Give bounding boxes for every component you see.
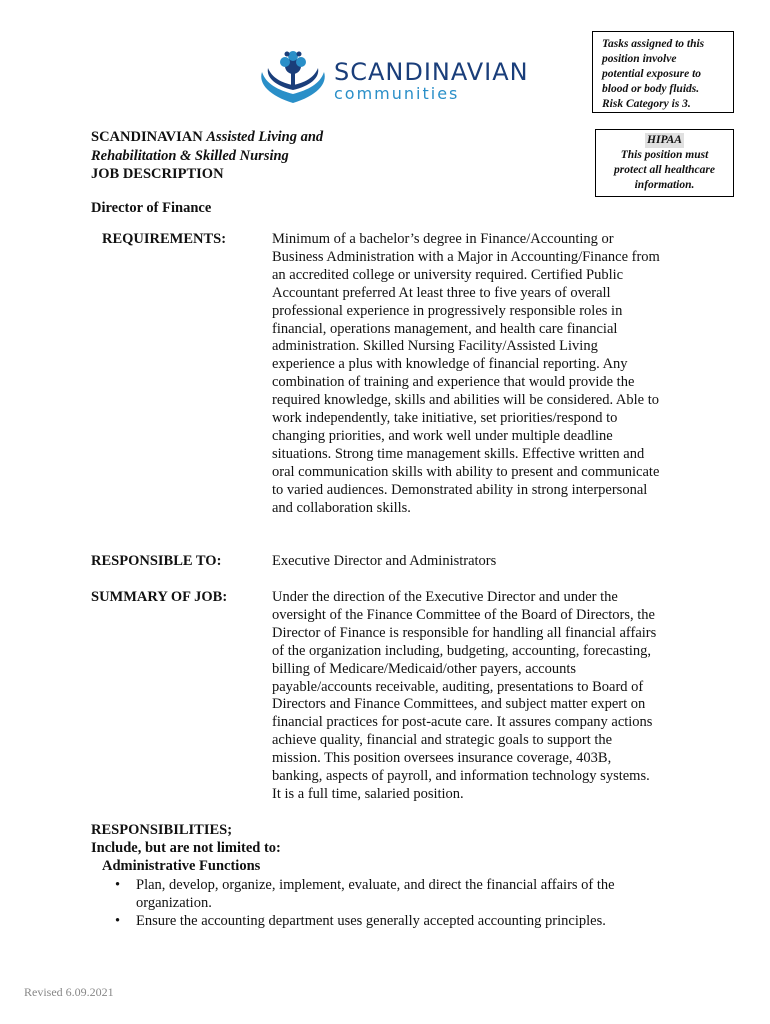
responsible-to-text: Executive Director and Administrators [272, 553, 497, 569]
requirements-line: administration. Skilled Nursing Facility/Assisted Living [272, 338, 598, 355]
summary-label: SUMMARY OF JOB: [91, 589, 228, 605]
list-item-line: Plan, develop, organize, implement, evaluate, and direct the financial affairs of the [136, 877, 615, 893]
responsibilities-title: RESPONSIBILITIES; [91, 822, 233, 838]
risk-line: Risk Category is 3. [602, 98, 691, 110]
requirements-label: REQUIREMENTS: [102, 231, 227, 247]
requirements-line: changing priorities, and work well under multiple deadline [272, 427, 613, 444]
requirements-line: Minimum of a bachelor’s degree in Finance/Accounting or [272, 231, 614, 247]
risk-line: position involve [602, 53, 677, 65]
requirements-line: financial, operations management, and health care financial [272, 320, 618, 337]
document-type: JOB DESCRIPTION [91, 166, 224, 182]
revision-footer: Revised 6.09.2021 [24, 985, 114, 999]
requirements-line: professional experience in progressively responsible roles in [272, 302, 623, 319]
summary-line: of the organization including, budgeting, accounting, forecasting, [272, 642, 652, 659]
list-item [110, 876, 670, 912]
summary-line: financial practices for post-acute care. It assures company actions [272, 714, 653, 731]
summary-line: billing of Medicare/Medicaid/other payers, accounts [272, 660, 576, 677]
section-title: Administrative Functions [102, 858, 261, 874]
requirements-line: and collaboration skills. [272, 499, 411, 516]
requirements-line: oral communication skills with ability to present and communicate [272, 463, 660, 480]
summary-line: Under the direction of the Executive Director and under the [272, 589, 618, 605]
summary-line: achieve quality, financial and strategic goals to support the [272, 732, 613, 749]
requirements-line: situations. Strong time management skills. Effective written and [272, 445, 645, 462]
requirements-line: work independently, take initiative, set priorities/respond to [272, 410, 618, 427]
responsibilities-heading [91, 821, 281, 875]
requirements-line: to varied audiences. Demonstrated ability in strong interpersonal [272, 481, 648, 498]
hipaa-box [595, 129, 734, 197]
summary-line: payable/accounts receivable, auditing, presentations to Board of [272, 678, 644, 695]
responsibilities-subtitle: Include, but are not limited to: [91, 840, 281, 856]
tree-heart-logo-icon [256, 50, 330, 105]
requirements-line: Accountant preferred At least three to five years of overall [272, 284, 611, 301]
summary-line: mission. This position oversees insurance coverage, 403B, [272, 750, 612, 767]
hipaa-line: protect all healthcare [614, 164, 715, 176]
requirements-text [272, 231, 692, 518]
job-title: Director of Finance [91, 200, 212, 216]
summary-line: It is a full time, salaried position. [272, 785, 464, 802]
org-name: SCANDINAVIAN [91, 129, 203, 145]
hipaa-line: This position must [620, 149, 709, 161]
requirements-line: experience a plus with knowledge of financial reporting. Any [272, 356, 628, 373]
list-item-line: organization. [136, 895, 212, 911]
organization-header [91, 128, 323, 184]
hipaa-title: HIPAA [647, 134, 682, 146]
responsible-to-label: RESPONSIBLE TO: [91, 553, 222, 569]
company-logo [256, 50, 529, 105]
logo-wordmark-primary: SCANDINAVIAN [334, 58, 529, 86]
summary-text [272, 589, 692, 804]
hipaa-line: information. [634, 179, 695, 191]
requirements-line: an accredited college or university required. Certified Public [272, 266, 624, 283]
summary-line: oversight of the Finance Committee of the Board of Directors, the [272, 606, 655, 623]
org-subtitle-2: Rehabilitation & Skilled Nursing [91, 147, 289, 164]
org-subtitle: Assisted Living and [206, 129, 324, 145]
summary-line: Director of Finance is responsible for handling all financial affairs [272, 624, 657, 641]
risk-category-box [592, 31, 734, 113]
responsibilities-list [110, 876, 670, 930]
risk-line: blood or body fluids. [602, 83, 700, 95]
list-item-line: Ensure the accounting department uses generally accepted accounting principles. [136, 913, 606, 929]
requirements-line: Business Administration with a Major in Accounting/Finance from [272, 248, 660, 265]
summary-line: Directors and Finance Committees, and subject matter expert on [272, 696, 646, 713]
risk-line: Tasks assigned to this [602, 38, 705, 50]
bullet-icon: • [115, 877, 121, 893]
risk-line: potential exposure to [602, 68, 702, 80]
requirements-line: required knowledge, skills and abilities will be considered. Able to [272, 392, 659, 409]
bullet-icon: • [115, 913, 121, 929]
summary-line: banking, aspects of payroll, and information technology systems. [272, 768, 650, 785]
list-item [110, 912, 670, 930]
logo-wordmark-secondary: communities [334, 84, 460, 103]
requirements-line: combination of training and experience that would provide the [272, 374, 635, 391]
